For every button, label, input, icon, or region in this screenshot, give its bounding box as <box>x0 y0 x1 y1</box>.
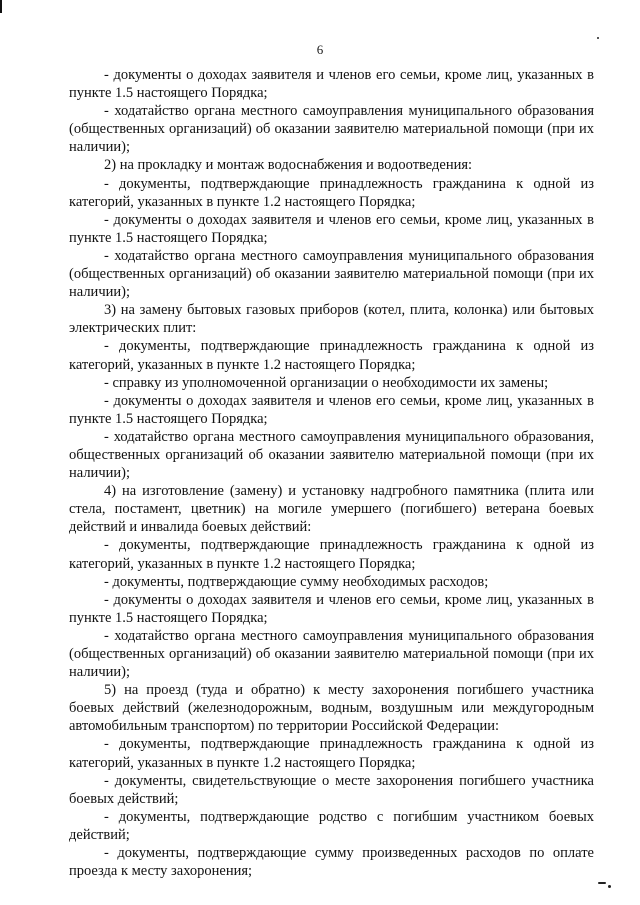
paragraph: - документы о доходах заявителя и членов его семьи, кроме лиц, указанных в пункте 1.5 настоящего Порядка; <box>69 591 594 626</box>
paragraph: - ходатайство органа местного самоуправления муниципального образования (общественных организаций) об оказании заявителю материальной помощи (при их наличии); <box>69 103 594 156</box>
page-number: 6 <box>316 42 324 57</box>
paragraph: - документы, подтверждающие родство с погибшим участником боевых действий; <box>69 808 594 843</box>
paragraph: 2) на прокладку и монтаж водоснабжения и водоотведения: <box>104 157 473 174</box>
paragraph: - документы, подтверждающие принадлежность гражданина к одной из категорий, указанных в пункте 1.2 настоящего Порядка; <box>69 175 594 210</box>
paragraph: - документы о доходах заявителя и членов его семьи, кроме лиц, указанных в пункте 1.5 настоящего Порядка; <box>69 67 594 102</box>
paragraph: - справку из уполномоченной организации о необходимости их замены; <box>104 374 549 391</box>
scan-edge-mark <box>0 0 2 13</box>
paragraph: - ходатайство органа местного самоуправления муниципального образования (общественных организаций) об оказании заявителю материальной помощи (при их наличии); <box>69 247 594 301</box>
document-body <box>69 66 594 880</box>
paragraph: - документы, подтверждающие принадлежность гражданина к одной из категорий, указанных в пункте 1.2 настоящего Порядка; <box>69 338 594 373</box>
paragraph: 5) на проезд (туда и обратно) к месту захоронения погибшего участника боевых действий (железнодорожным, водным, воздушным или междугородным автомобильным транспортом) по территории Российской Федерации: <box>69 682 594 735</box>
paragraph: - ходатайство органа местного самоуправления муниципального образования (общественных организаций) об оказании заявителю материальной помощи (при их наличии); <box>69 627 594 681</box>
scan-speck <box>597 37 599 39</box>
paragraph: - документы, подтверждающие принадлежность гражданина к одной из категорий, указанных в пункте 1.2 настоящего Порядка; <box>69 736 594 771</box>
paragraph: - документы о доходах заявителя и членов его семьи, кроме лиц, указанных в пункте 1.5 настоящего Порядка; <box>69 211 594 246</box>
paragraph: - ходатайство органа местного самоуправления муниципального образования, общественных организаций об оказании заявителю материальной помощи (при их наличии); <box>69 428 594 482</box>
paragraph: - документы, свидетельствующие о месте захоронения погибшего участника боевых действий; <box>69 772 594 807</box>
scan-speck <box>608 885 611 888</box>
paragraph: 4) на изготовление (замену) и установку надгробного памятника (плита или стела, постамент, цветник) на могиле умершего (погибшего) ветерана боевых действий и инвалида боевых действий: <box>69 483 594 536</box>
paragraph: - документы, подтверждающие принадлежность гражданина к одной из категорий, указанных в пункте 1.2 настоящего Порядка; <box>69 537 594 572</box>
paragraph: 3) на замену бытовых газовых приборов (котел, плита, колонка) или бытовых электрических плит: <box>69 302 594 337</box>
paragraph: - документы, подтверждающие сумму произведенных расходов по оплате проезда к месту захоронения; <box>69 845 594 880</box>
paragraph: - документы, подтверждающие сумму необходимых расходов; <box>104 573 489 590</box>
scan-speck <box>598 882 606 884</box>
paragraph: - документы о доходах заявителя и членов его семьи, кроме лиц, указанных в пункте 1.5 настоящего Порядка; <box>69 392 594 427</box>
